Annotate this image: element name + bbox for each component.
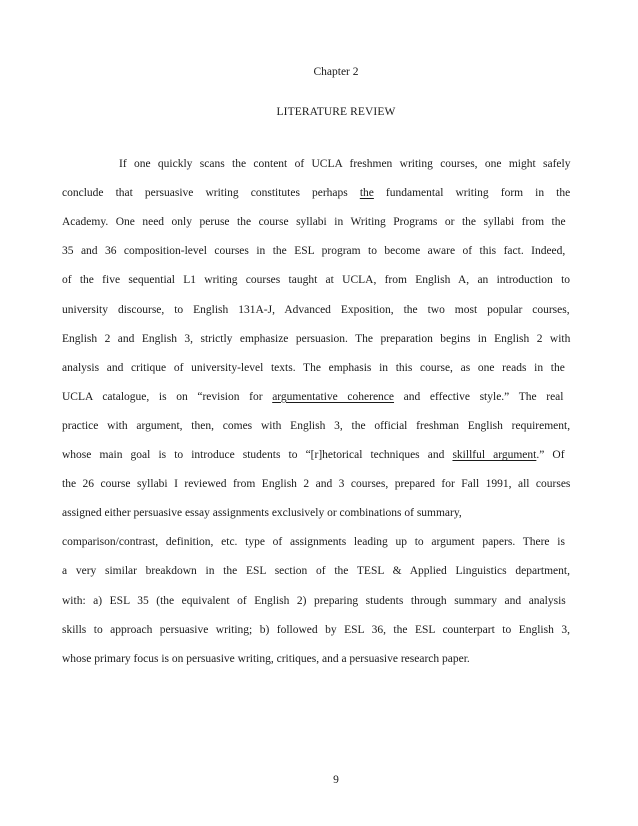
text-segment: and effective style.” The real (394, 390, 564, 403)
text-segment: assigned either persuasive essay assignments exclusively or combinations of summary, (62, 507, 462, 520)
text-segment: analysis and critique of university-level texts. The emphasis in this course, as one reads in the (62, 361, 565, 374)
text-segment: university discourse, to English 131A-J, Advanced Exposition, the two most popular courses, (62, 303, 570, 316)
text-segment: practice with argument, then, comes with English 3, the official freshman English requirement, (62, 419, 571, 432)
text-line (62, 476, 570, 492)
text-line (62, 331, 570, 347)
text-segment: the 26 course syllabi I reviewed from English 2 and 3 courses, prepared for Fall 1991, all courses (62, 478, 571, 491)
text-line (119, 156, 570, 172)
text-segment: fundamental writing form in the (373, 187, 571, 200)
underlined-phrase: skillful argument (452, 449, 537, 461)
text-segment: .” Of (536, 449, 565, 461)
text-line (62, 563, 570, 579)
text-segment: of the five sequential L1 writing courses taught at UCLA, from English A, an introduction to (62, 274, 571, 287)
text-segment: whose main goal is to introduce students to “[r]hetorical techniques and (62, 449, 453, 461)
text-segment: conclude that persuasive writing constitutes perhaps (62, 187, 360, 200)
text-line (62, 185, 570, 201)
text-line (62, 447, 565, 463)
text-segment: skills to approach persuasive writing; b) followed by ESL 36, the ESL counterpart to English 3, (62, 623, 570, 636)
text-segment: 35 and 36 composition-level courses in the ESL program to become aware of this fact. Indeed, (62, 245, 566, 258)
text-segment: UCLA catalogue, is on “revision for (62, 390, 273, 403)
text-line (62, 302, 570, 318)
underlined-phrase: the (359, 187, 374, 200)
text-line (62, 534, 565, 550)
text-line (62, 593, 566, 609)
text-line (62, 505, 462, 521)
text-line (62, 651, 470, 667)
text-segment: a very similar breakdown in the ESL section of the TESL & Applied Linguistics department, (62, 565, 570, 578)
text-line (62, 418, 570, 434)
chapter-label: Chapter 2 (313, 66, 359, 78)
text-segment: whose primary focus is on persuasive writing, critiques, and a persuasive research paper. (62, 652, 470, 665)
text-segment: comparison/contrast, definition, etc. type of assignments leading up to argument papers. There is (62, 536, 565, 549)
page-number: 9 (333, 774, 339, 786)
text-line (62, 360, 565, 376)
text-segment: with: a) ESL 35 (the equivalent of English 2) preparing students through summary and analysis (62, 594, 566, 607)
text-line (62, 243, 565, 259)
text-segment: English 2 and English 3, strictly emphasize persuasion. The preparation begins in English 2 with (62, 332, 571, 345)
text-segment: Academy. One need only peruse the course syllabi in Writing Programs or the syllabi from the (62, 216, 566, 229)
text-line (62, 214, 566, 230)
text-line (62, 389, 563, 405)
text-line (62, 622, 570, 638)
underlined-phrase: argumentative coherence (272, 390, 395, 403)
text-line (62, 272, 570, 288)
chapter-title: LITERATURE REVIEW (276, 106, 396, 118)
text-segment: If one quickly scans the content of UCLA freshmen writing courses, one might safely (119, 158, 571, 170)
